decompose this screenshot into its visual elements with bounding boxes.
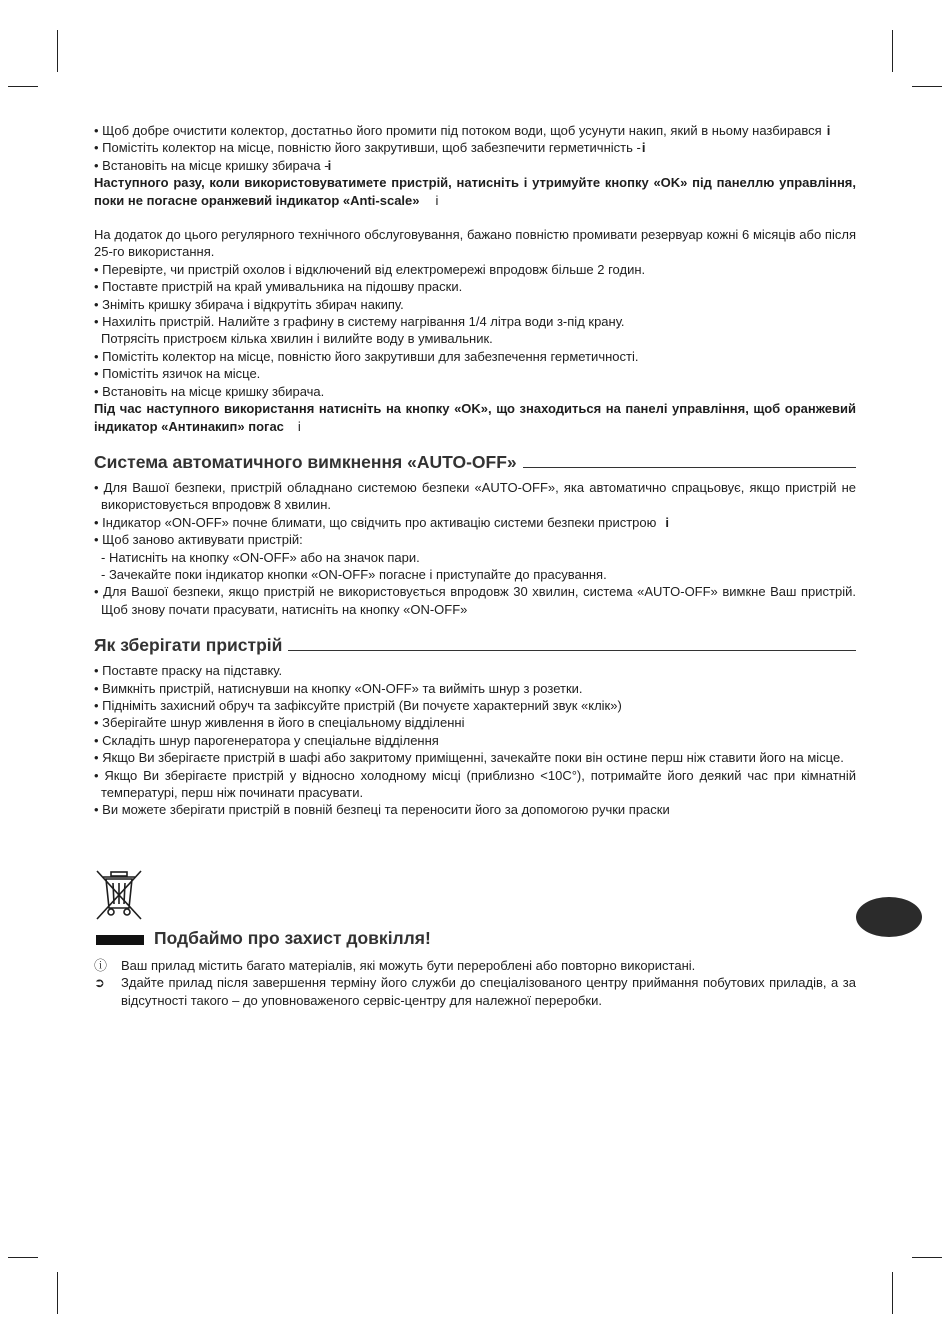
- crop-mark: [57, 30, 58, 72]
- heading-rule: [288, 650, 856, 651]
- section-title: Як зберігати пристрій: [94, 635, 283, 656]
- bold-instruction: Під час наступного використання натисніть на кнопку «OK», що знаходиться на панелі управління, щоб оранжевий індикатор «Антинакип» погас i: [94, 401, 856, 434]
- weee-crossed-bin-icon: [94, 868, 144, 922]
- storage-heading: [94, 634, 856, 656]
- list-item: • Помістіть колектор на місце, повністю його закрутивши, щоб забезпечити герметичність -i: [94, 140, 646, 156]
- list-item: ⓘ Ваш прилад містить багато матеріалів, які можуть бути перероблені або повторно використані.: [94, 958, 696, 973]
- list-item: • Поставте праску на підставку.: [94, 663, 283, 679]
- bold-instruction: Наступного разу, коли використовуватимете пристрій, натисніть і утримуйте кнопку «OK» під панеллю управління, поки не погасне оранжевий індикатор «Anti-scale» i: [94, 175, 856, 208]
- info-icon: i: [435, 192, 439, 208]
- sub-item: - Зачекайте поки індикатор кнопки «ON-OFF» погасне і приступайте до прасування.: [101, 566, 607, 582]
- list-item: • Помістіть язичок на місце.: [94, 366, 261, 382]
- list-item: • Для Вашої безпеки, пристрій обладнано системою безпеки «AUTO-OFF», яка автоматично спрацьовує, якщо пристрій не використовується впродовж 8 хвилин.: [94, 479, 856, 513]
- list-item: • Встановіть на місце кришку збирача.: [94, 383, 325, 399]
- list-item: • Для Вашої безпеки, якщо пристрій не використовується впродовж 30 хвилин, система «AUTO-OFF» вимкне Ваш пристрій. Щоб знову почати прасувати, натисніть на кнопку «ON-OFF»: [94, 584, 856, 617]
- sub-item: - Натисніть на кнопку «ON-OFF» або на значок пари.: [101, 549, 420, 565]
- list-item: • Складіть шнур парогенератора у спеціальне відділення: [94, 732, 439, 748]
- list-item: • Помістіть колектор на місце, повністю його закрутивши для забезпечення герметичності.: [94, 348, 639, 364]
- list-item: • Щоб добре очистити колектор, достатньо його промити під потоком води, щоб усунути накип, який в ньому назбирався i: [94, 123, 831, 138]
- list-item: • Щоб заново активувати пристрій:: [94, 532, 303, 548]
- crop-mark: [57, 1272, 58, 1314]
- list-item: • Якщо Ви зберігаєте пристрій в шафі або закритому приміщенні, зачекайте поки він остине перш ніж ставити його на місце.: [94, 750, 844, 766]
- crop-mark: [912, 86, 942, 87]
- info-icon: i: [297, 418, 301, 434]
- list-item: • Перевірте, чи пристрій охолов і відключений від електромережі впродовж більше 2 годин.: [94, 261, 646, 277]
- language-tab: [856, 897, 922, 937]
- list-item: • Підніміть захисний обруч та зафіксуйте пристрій (Ви почуєте характерний звук «клік»): [94, 697, 622, 713]
- auto-off-heading: [94, 451, 856, 473]
- maintenance-intro: На додаток до цього регулярного технічного обслуговування, бажано повністю промивати резервуар кожні 6 місяців або після 25-го використання.: [94, 227, 856, 260]
- section-marker-bar: [96, 935, 144, 945]
- crop-mark: [892, 30, 893, 72]
- list-item: • Зберігайте шнур живлення в його в спеціальному відділенні: [94, 715, 465, 731]
- list-item: • Встановіть на місце кришку збирача -i: [94, 157, 332, 173]
- heading-rule: [523, 467, 856, 468]
- section-title: Система автоматичного вимкнення «AUTO-OFF»: [94, 451, 517, 472]
- list-item: • Зніміть кришку збирача і відкрутіть збирач накипу.: [94, 296, 404, 312]
- crop-mark: [8, 86, 38, 87]
- list-item: • Нахиліть пристрій. Налийте з графину в систему нагрівання 1/4 літра води з-під крану.: [94, 314, 625, 330]
- list-item: • Якщо Ви зберігаєте пристрій у відносно холодному місці (приблизно <10C°), потримайте його деякий час при кімнатній температурі, перш ніж починати прасувати.: [94, 767, 856, 800]
- info-icon: ⓘ: [94, 958, 108, 973]
- crop-mark: [892, 1272, 893, 1314]
- page-body: [94, 122, 856, 819]
- list-item: ➲ Здайте прилад після завершення терміну його служби до спеціалізованого центру приймання побутових приладів, а за відсутності такого – до уповноваженого сервіс-центру для належної переробки.: [94, 975, 856, 1008]
- list-item: • Вимкніть пристрій, натиснувши на кнопку «ON-OFF» та вийміть шнур з розетки.: [94, 680, 583, 696]
- list-item: • Ви можете зберігати пристрій в повній безпеці та переносити його за допомогою ручки праски: [94, 802, 670, 818]
- environment-list: [94, 957, 856, 1009]
- list-item: • Індикатор «ON-OFF» почне блимати, що свідчить про активацію системи безпеки пристрою i: [94, 514, 669, 530]
- arrow-icon: ➲: [94, 975, 105, 991]
- list-item: • Поставте пристрій на край умивальника на підошву праски.: [94, 279, 463, 295]
- crop-mark: [912, 1257, 942, 1258]
- list-item-continuation: Потрясіть пристроєм кілька хвилин і вилийте воду в умивальник.: [101, 331, 493, 347]
- crop-mark: [8, 1257, 38, 1258]
- environment-title: Подбаймо про захист довкілля!: [154, 928, 431, 948]
